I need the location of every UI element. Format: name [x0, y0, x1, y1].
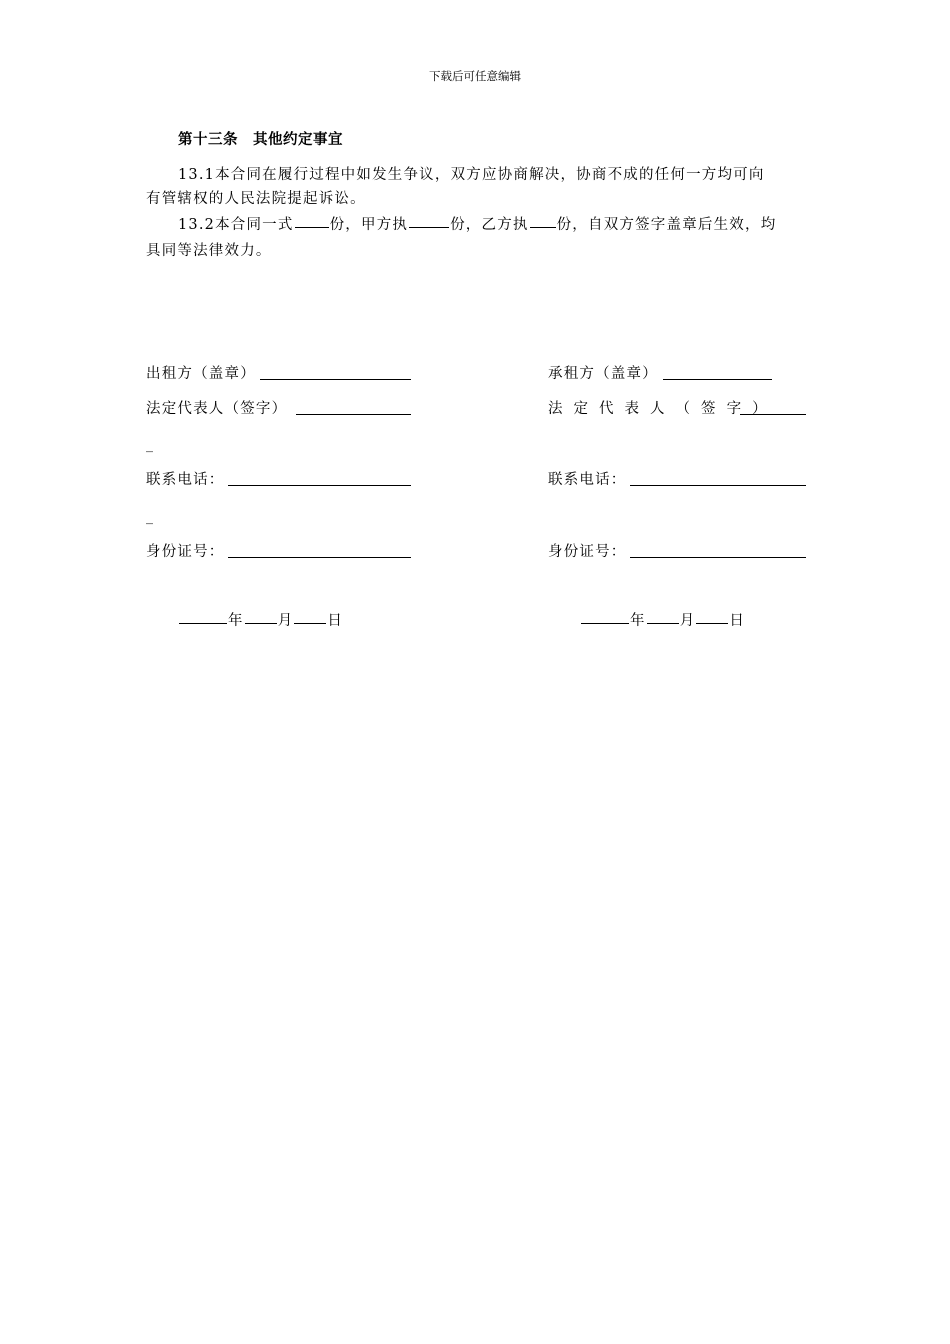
- lessee-phone-line[interactable]: [630, 485, 806, 486]
- lessor-phone-label: 联系电话：: [146, 472, 225, 488]
- day-label: 日: [729, 613, 746, 629]
- clause-13-2-text-c: 份，乙方执: [450, 217, 529, 233]
- lessor-date: [178, 609, 343, 630]
- lessor-rep-label: 法定代表人（签字）: [146, 401, 288, 417]
- lessee-seal-line[interactable]: [663, 379, 772, 380]
- lessee-year-blank[interactable]: [581, 622, 629, 624]
- lessee-phone-label: 联系电话：: [548, 472, 627, 488]
- lessee-date: [580, 609, 745, 630]
- copies-party-a-blank[interactable]: [409, 226, 449, 228]
- year-label: 年: [630, 613, 646, 629]
- clause-13-1-line2: 有管辖权的人民法院提起诉讼。: [146, 191, 366, 207]
- month-label: 月: [679, 613, 696, 629]
- clause-13-2-text-b: 份，甲方执: [329, 217, 409, 233]
- clause-13-2-text-a: 13.2本合同一式: [178, 217, 294, 233]
- lessee-id-line[interactable]: [630, 557, 806, 558]
- lessor-day-blank[interactable]: [294, 622, 326, 624]
- month-label: 月: [277, 613, 294, 629]
- lessee-rep-label: 法 定 代 表 人 （ 签 字 ）: [548, 401, 770, 417]
- lessor-rep-line[interactable]: [296, 414, 411, 415]
- lessee-seal-label: 承租方（盖章）: [548, 366, 658, 382]
- lessor-seal-line[interactable]: [260, 379, 411, 380]
- clause-13-2-line2: 具同等法律效力。: [146, 243, 272, 259]
- clause-13-1-line1: 13.1本合同在履行过程中如发生争议，双方应协商解决，协商不成的任何一方均可向: [178, 167, 765, 183]
- article-heading: 第十三条 其他约定事宜: [178, 131, 343, 148]
- stray-underscore-2: _: [146, 509, 153, 525]
- lessee-rep-line[interactable]: [740, 414, 806, 415]
- year-label: 年: [228, 613, 244, 629]
- lessor-month-blank[interactable]: [245, 622, 277, 624]
- copies-party-b-blank[interactable]: [530, 226, 556, 228]
- lessor-phone-line[interactable]: [228, 485, 411, 486]
- page-header: 下载后可任意编辑: [429, 69, 521, 83]
- clause-13-2-text-d: 份，自双方签字盖章后生效，均: [556, 217, 777, 233]
- lessor-id-label: 身份证号：: [146, 544, 225, 560]
- lessee-day-blank[interactable]: [696, 622, 728, 624]
- lessee-month-blank[interactable]: [647, 622, 679, 624]
- lessor-id-line[interactable]: [228, 557, 411, 558]
- lessee-id-label: 身份证号：: [548, 544, 627, 560]
- lessor-seal-label: 出租方（盖章）: [146, 366, 256, 382]
- clause-13-2-line1: [178, 213, 776, 234]
- copies-total-blank[interactable]: [295, 226, 329, 228]
- day-label: 日: [327, 613, 344, 629]
- stray-underscore-1: _: [146, 437, 153, 453]
- lessor-year-blank[interactable]: [179, 622, 227, 624]
